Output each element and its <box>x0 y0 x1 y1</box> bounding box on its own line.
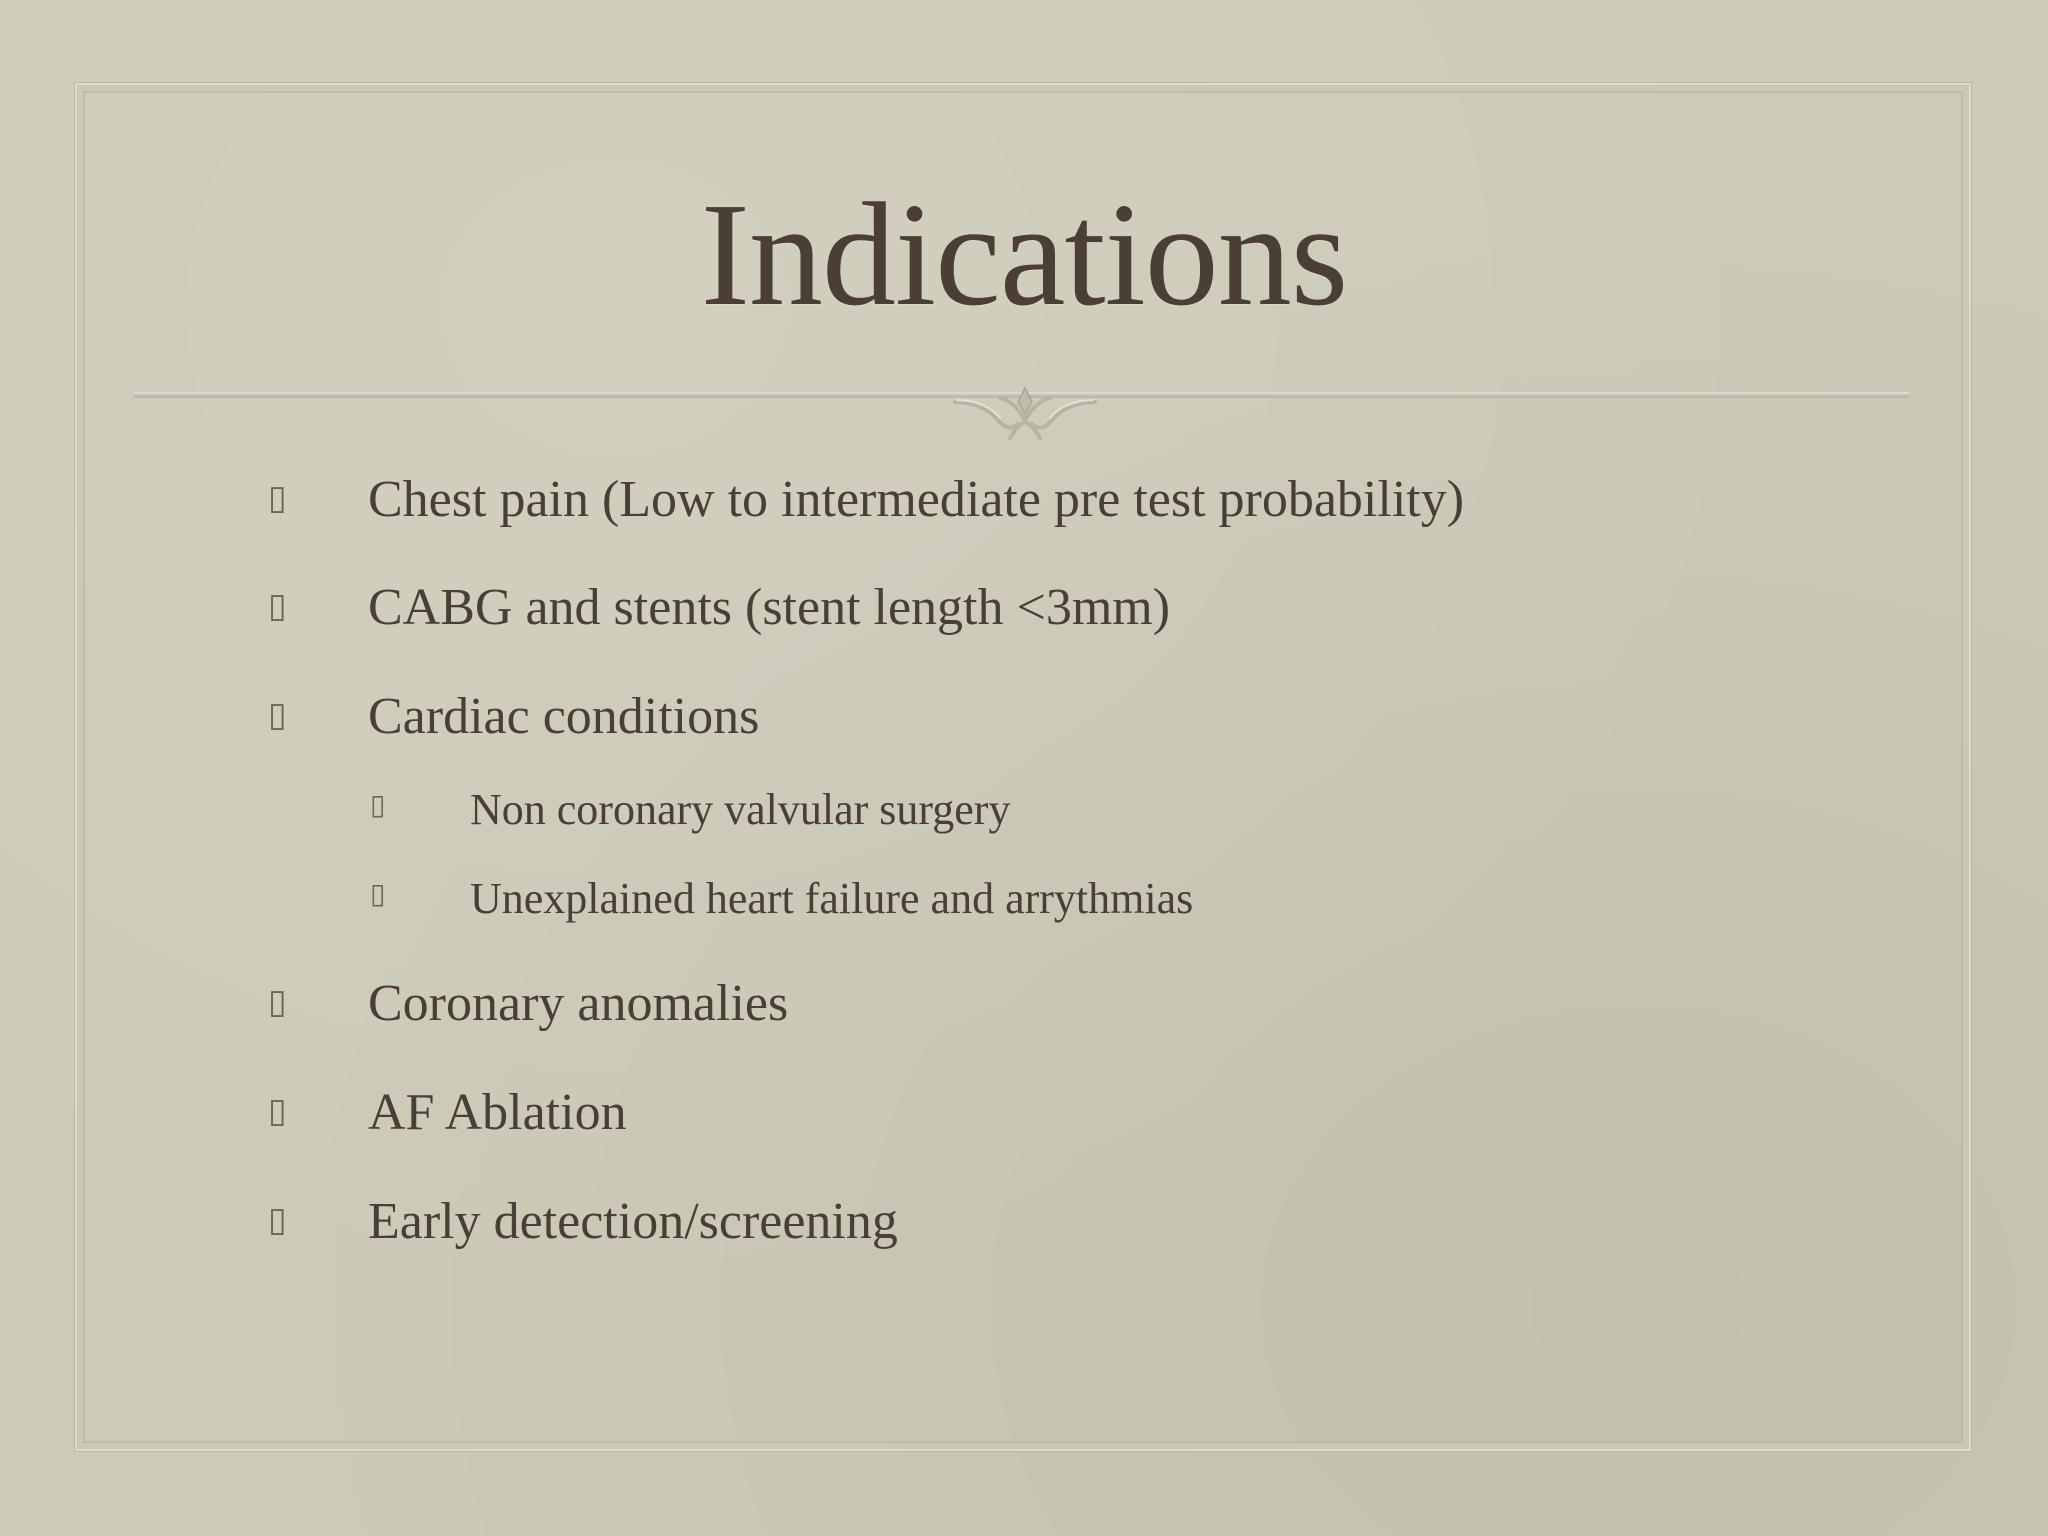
slide-title: Indications <box>700 173 1348 337</box>
bullet-text: AF Ablation <box>368 1084 627 1141</box>
bullet-icon: ▯ <box>268 1200 287 1240</box>
bullet-text: Cardiac conditions <box>368 688 760 745</box>
bullet-icon: ▯ <box>268 478 287 518</box>
bullet-icon: ▯ <box>268 586 287 626</box>
bullet-text: Non coronary valvular surgery <box>470 785 1011 834</box>
bullet-icon: ▯ <box>268 695 287 735</box>
bullet-text: Early detection/screening <box>368 1193 898 1250</box>
sub-bullet-icon: ▯ <box>370 788 386 821</box>
bullet-text: CABG and stents (stent length <3mm) <box>368 579 1171 636</box>
bullet-text: Chest pain (Low to intermediate pre test probability) <box>368 471 1465 528</box>
bullet-icon: ▯ <box>268 982 287 1022</box>
bullet-text: Unexplained heart failure and arrythmias <box>470 874 1194 923</box>
bullet-icon: ▯ <box>268 1091 287 1131</box>
sub-bullet-icon: ▯ <box>370 877 386 910</box>
bullet-text: Coronary anomalies <box>368 975 789 1032</box>
